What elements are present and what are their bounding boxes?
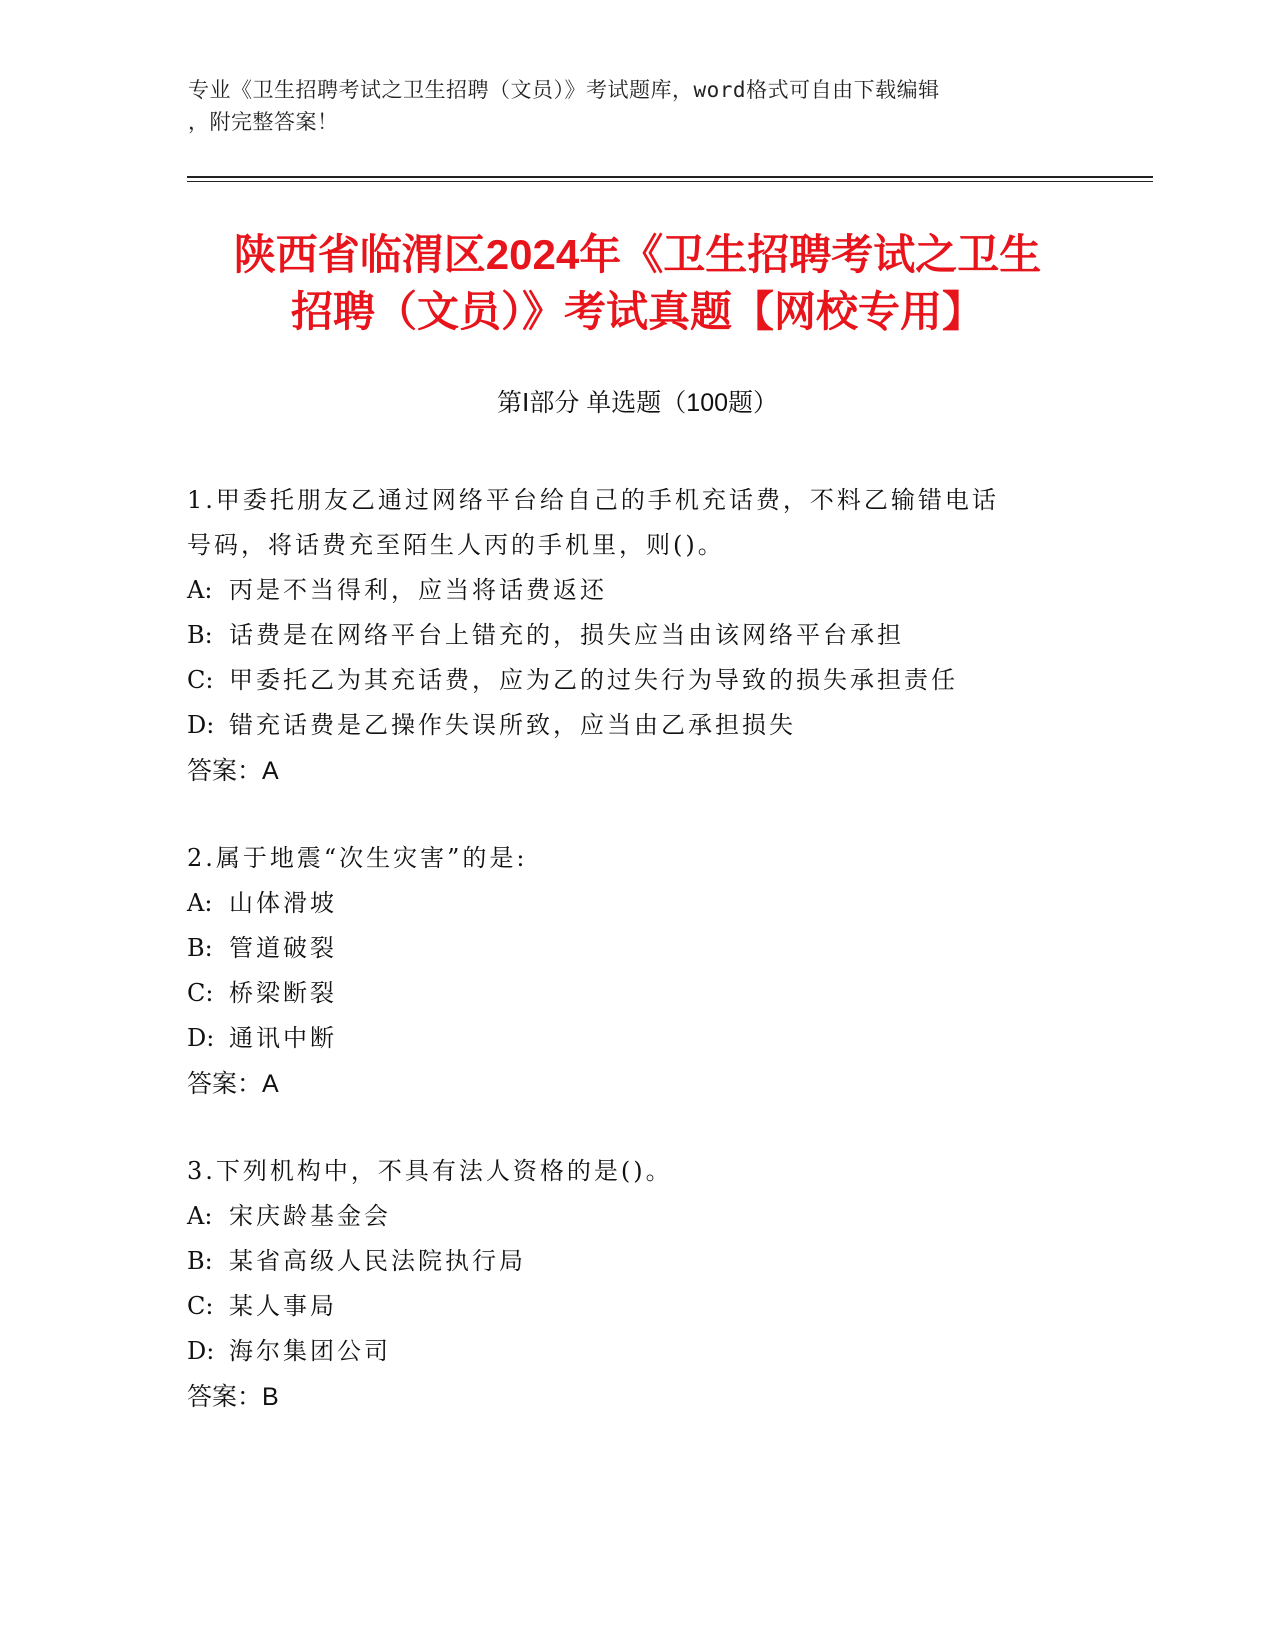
option-a	[187, 1194, 1117, 1239]
option-d	[187, 1016, 1117, 1061]
document-title-line-2: 招聘（文员）》考试真题【网校专用】	[290, 288, 984, 335]
question-2	[187, 836, 1117, 1107]
header-rule-thick	[187, 176, 1153, 178]
option-letter: D:	[187, 711, 215, 739]
option-letter: C:	[187, 979, 214, 1007]
option-a	[187, 881, 1117, 926]
option-c	[187, 658, 1117, 703]
question-stem-line: 2.属于地震“次生灾害”的是:	[187, 844, 528, 872]
option-a	[187, 568, 1117, 613]
answer-line: 答案：B	[187, 1383, 279, 1411]
answer-line: 答案：A	[187, 1070, 279, 1098]
question-stem-line: 1.甲委托朋友乙通过网络平台给自己的手机充话费，不料乙输错电话	[187, 486, 999, 514]
option-letter: B:	[187, 621, 213, 649]
question-stem-line: 3.下列机构中，不具有法人资格的是()。	[187, 1157, 673, 1185]
option-b	[187, 613, 1117, 658]
option-text: 桥梁断裂	[229, 979, 337, 1007]
option-letter: A:	[187, 889, 213, 917]
question-1	[187, 478, 1117, 794]
header-rule-thin	[187, 181, 1153, 182]
option-letter: D:	[187, 1024, 215, 1052]
option-text: 某人事局	[229, 1292, 337, 1320]
header-note-line-1: 专业《卫生招聘考试之卫生招聘（文员）》考试题库，word格式可自由下载编辑	[188, 78, 940, 102]
option-text: 海尔集团公司	[229, 1337, 391, 1365]
option-b	[187, 1239, 1117, 1284]
option-d	[187, 703, 1117, 748]
option-letter: B:	[187, 934, 213, 962]
option-d	[187, 1329, 1117, 1374]
section-heading: 第Ⅰ部分 单选题（100题）	[496, 389, 779, 417]
option-letter: C:	[187, 666, 214, 694]
option-text: 丙是不当得利，应当将话费返还	[229, 576, 607, 604]
option-c	[187, 971, 1117, 1016]
option-text: 话费是在网络平台上错充的，损失应当由该网络平台承担	[229, 621, 904, 649]
option-b	[187, 926, 1117, 971]
option-c	[187, 1284, 1117, 1329]
header-note-line-2: ，附完整答案！	[188, 110, 339, 134]
document-title	[150, 226, 1125, 340]
option-text: 山体滑坡	[229, 889, 337, 917]
option-letter: D:	[187, 1337, 215, 1365]
header-note	[188, 74, 1088, 138]
option-letter: A:	[187, 1202, 213, 1230]
question-stem-line: 号码，将话费充至陌生人丙的手机里，则()。	[187, 531, 725, 559]
option-letter: A:	[187, 576, 213, 604]
option-text: 通讯中断	[229, 1024, 337, 1052]
option-text: 某省高级人民法院执行局	[229, 1247, 526, 1275]
option-text: 宋庆龄基金会	[229, 1202, 391, 1230]
document-title-line-1: 陕西省临渭区2024年《卫生招聘考试之卫生	[233, 231, 1042, 278]
option-letter: C:	[187, 1292, 214, 1320]
option-text: 甲委托乙为其充话费，应为乙的过失行为导致的损失承担责任	[229, 666, 958, 694]
answer-line: 答案：A	[187, 757, 279, 785]
option-text: 管道破裂	[229, 934, 337, 962]
question-list	[187, 478, 1117, 1462]
question-3	[187, 1149, 1117, 1420]
option-text: 错充话费是乙操作失误所致，应当由乙承担损失	[229, 711, 796, 739]
option-letter: B:	[187, 1247, 213, 1275]
